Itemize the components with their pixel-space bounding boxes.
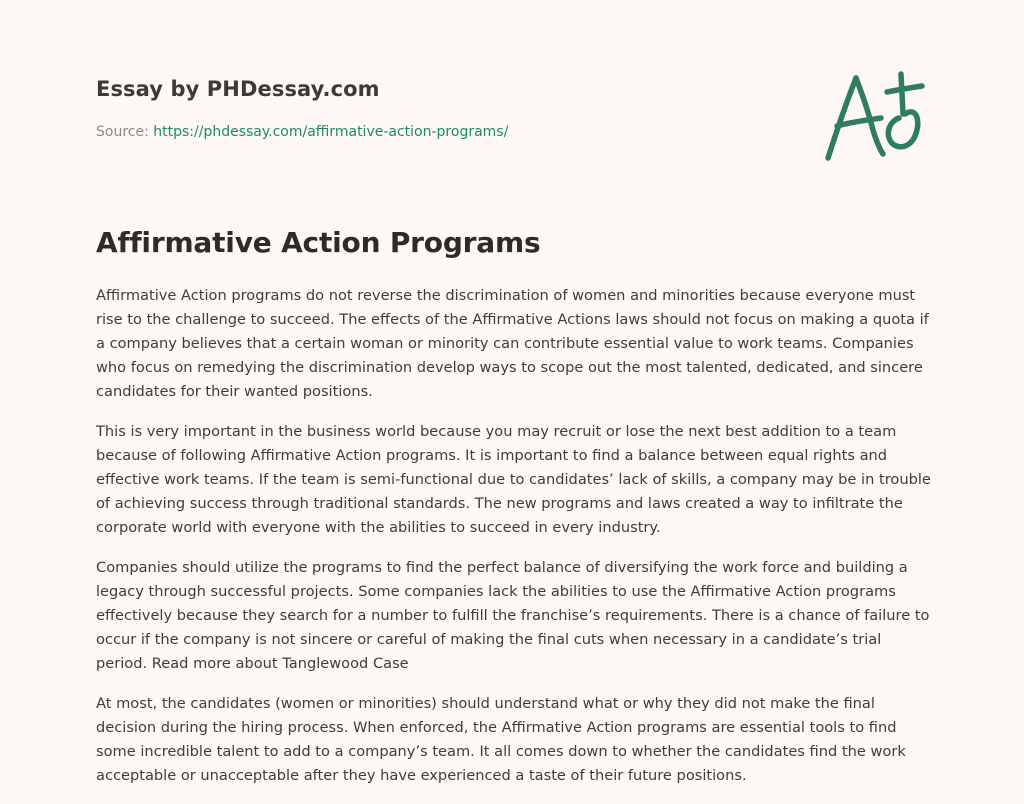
essay-paragraph: Companies should utilize the programs to find the perfect balance of diversifying the work force and building a legacy through successful projects. Some companies lack the abilities to use the Affirmative Action programs effectively because they search for a number to fulfill the franchise’s requirements. There is a chance of failure to occur if the company is not sincere or careful of making the final cuts when necessary in a candidate’s trial period. Read more about Tanglewood Case	[96, 559, 930, 672]
essay-paragraph: This is very important in the business world because you may recruit or lose the next best addition to a team because of following Affirmative Action programs. It is important to find a balance between equal rights and effective work teams. If the team is semi-functional due to candidates’ lack of skills, a company may be in trouble of achieving success through traditional standards. The new programs and laws created a way to infiltrate the corporate world with everyone with the abilities to succeed in every industry.	[96, 423, 931, 536]
source-line	[96, 124, 508, 140]
source-label: Source:	[96, 124, 149, 140]
a-plus-logo	[823, 66, 933, 166]
source-link[interactable]: https://phdessay.com/affirmative-action-programs/	[153, 124, 509, 140]
page-header	[96, 0, 928, 180]
a-plus-logo-icon	[823, 66, 933, 166]
essay-title: Affirmative Action Programs	[96, 226, 541, 259]
essay-body	[96, 284, 932, 804]
site-brand: Essay by PHDessay.com	[96, 77, 380, 101]
essay-paragraph: Affirmative Action programs do not reverse the discrimination of women and minorities because everyone must rise to the challenge to succeed. The effects of the Affirmative Actions laws should not focus on making a quota if a company believes that a certain woman or minority can contribute essential value to work teams. Companies who focus on remedying the discrimination develop ways to scope out the most talented, dedicated, and sincere candidates for their wanted positions.	[96, 287, 929, 400]
essay-paragraph: At most, the candidates (women or minorities) should understand what or why they did not make the final decision during the hiring process. When enforced, the Affirmative Action programs are essential tools to find some incredible talent to add to a company’s team. It all comes down to whether the candidates find the work acceptable or unacceptable after they have experienced a taste of their future positions.	[96, 695, 906, 784]
